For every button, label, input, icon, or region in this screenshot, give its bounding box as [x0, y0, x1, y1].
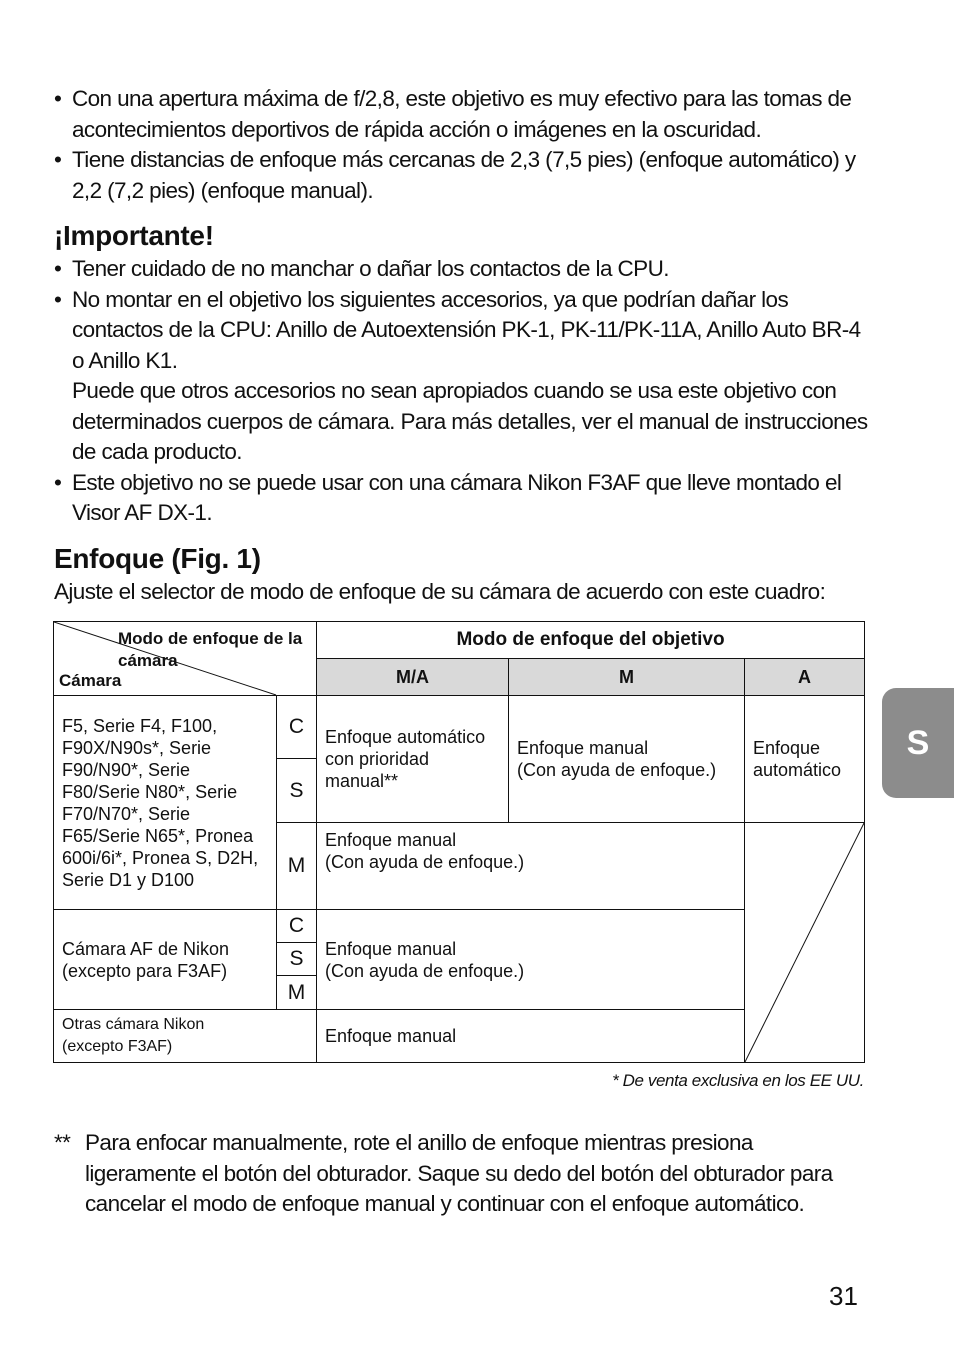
cs-ma-value: Enfoque automático con prioridad manual**	[317, 696, 509, 823]
camera-group-other	[54, 1010, 317, 1063]
focus-heading: Enfoque (Fig. 1)	[54, 543, 261, 574]
footnote-double-mark: **	[54, 1130, 71, 1155]
group2-line1: Cámara AF de Nikon	[62, 938, 230, 959]
other-line2: (excepto F3AF)	[62, 1038, 173, 1055]
g2-line1: Enfoque manual	[325, 938, 457, 959]
camera-group-1: F5, Serie F4, F100, F90X/N90s*, Serie F90/N90*, Serie F80/Serie N80*, Serie F70/N70*, Serie F65/Serie N65*, Pronea 600i/6i*, Pronea S, D2H, Serie D1 y D100	[54, 696, 277, 910]
focus-intro: Ajuste el selector de modo de enfoque de su cámara de acuerdo con este cuadro:	[54, 579, 826, 604]
not-applicable-diagonal	[745, 823, 864, 1062]
important-bullet-3: • Este objetivo no se puede usar con una cámara Nikon F3AF que lleve montado el Visor AF DX-1.	[54, 468, 869, 529]
footnote-double	[54, 1128, 869, 1220]
language-section-tab: S	[882, 688, 954, 798]
g2-value	[317, 910, 745, 1010]
camera-group-2	[54, 910, 277, 1010]
cs-m-value	[509, 696, 745, 823]
camera-label: Cámara	[59, 671, 122, 690]
intro-bullet-2: • Tiene distancias de enfoque más cercanas de 2,3 (7,5 pies) (enfoque automático) y 2,2 (7,2 pies) (enfoque manual).	[54, 145, 869, 206]
important-list	[54, 254, 869, 529]
lens-mode-header: Modo de enfoque del objetivo	[317, 622, 865, 659]
intro-bullet-1: • Con una apertura máxima de f/2,8, este objetivo es muy efectivo para las tomas de acontecimientos deportivos de rápida acción o imágenes en la oscuridad.	[54, 84, 869, 145]
mode-c-1: C	[277, 696, 317, 759]
mode-m-2: M	[277, 976, 317, 1010]
m-line2: (Con ayuda de enfoque.)	[325, 852, 525, 872]
mode-s-1: S	[277, 759, 317, 823]
important-bullet-1: • Tener cuidado de no manchar o dañar los contactos de la CPU.	[54, 254, 869, 285]
not-applicable-cell	[745, 823, 865, 1063]
g2-line2: (Con ayuda de enfoque.)	[325, 960, 525, 981]
important-bullet-2-text: • No montar en el objetivo los siguientes accesorios, ya que podrían dañar los contactos de la CPU: Anillo de Autoextensión PK-1, PK-11/PK-11A, Anillo Auto BR-4 o Anillo K1.	[72, 286, 861, 373]
camera-mode-label: Modo de enfoque de la cámara	[118, 629, 303, 670]
footnote-double-text: Para enfocar manualmente, rote el anillo de enfoque mientras presiona ligeramente el botón del obturador. Saque su dedo del botón del obturador para cancelar el modo de enfoque manual y continuar con el enfoque automático.	[85, 1130, 833, 1216]
col-header-ma: M/A	[317, 659, 509, 696]
m-value	[317, 823, 745, 910]
important-bullet-2	[54, 285, 869, 468]
table-corner-header	[54, 622, 317, 696]
other-value: Enfoque manual	[317, 1010, 745, 1063]
mode-m-1: M	[277, 823, 317, 910]
cs-m-line2: (Con ayuda de enfoque.)	[517, 760, 717, 780]
mode-c-2: C	[277, 910, 317, 943]
focus-mode-table	[53, 621, 865, 1063]
page-number: 31	[829, 1281, 858, 1311]
col-header-m: M	[509, 659, 745, 696]
m-line1: Enfoque manual	[325, 830, 457, 850]
group2-line2: (excepto para F3AF)	[62, 960, 228, 981]
col-header-a: A	[745, 659, 865, 696]
intro-list	[54, 84, 869, 206]
mode-s-2: S	[277, 943, 317, 976]
important-bullet-2-extra: Puede que otros accesorios no sean apropiados cuando se usa este objetivo con determinados cuerpos de cámara. Para más detalles, ver el manual de instrucciones de cada producto.	[72, 378, 868, 464]
cs-m-line1: Enfoque manual	[517, 738, 649, 758]
other-line1: Otras cámara Nikon	[62, 1016, 205, 1033]
important-heading: ¡Importante!	[54, 220, 214, 251]
cs-a-value: Enfoque automático	[745, 696, 865, 823]
footnote-asterisk: * De venta exclusiva en los EE UU.	[612, 1071, 864, 1090]
